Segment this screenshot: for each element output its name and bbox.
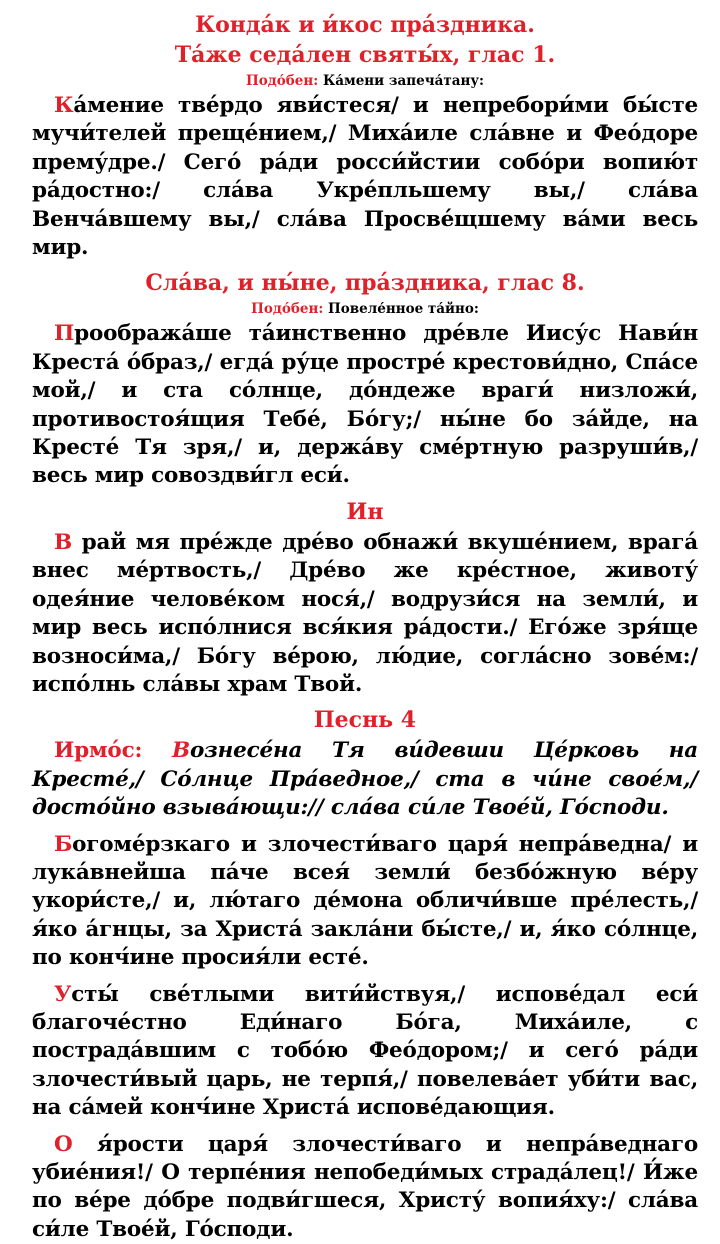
- irmos-text: ознесе́на Тя ви́девши Це́рковь на Кресте́,/ Со́лнце Пра́ведное,/ ста в чи́не свое́м,/ досто́йно взыва́ющи:// сла́ва си́ле Твое́й, Го́споди.: [32, 738, 698, 821]
- verse-text: а́мение тве́рдо яви́стеся/ и непребори́ми бы́сте мучи́телей преще́нием,/ Миха́иле сла́вне и Фео́доре прему́дре./ Сего́ ра́ди росси́йстии собо́ри вопию́т ра́достно:/ сла́ва Укре́пльшему вы,/ сла́ва Венча́вшему вы,/ сла́ва Просве́щшему ва́ми весь мир.: [32, 93, 698, 261]
- heading-slava: Сла́ва, и ны́не, пра́здника, глас 8.: [145, 270, 585, 297]
- troparion-3: [32, 1131, 698, 1244]
- verse-initial: Б: [54, 831, 73, 857]
- irmos-initial: В: [172, 738, 190, 764]
- podoben-1: [32, 72, 698, 90]
- verse-text: рай мя пре́жде дре́во обнажи́ вкуше́нием, врага́ внес ме́ртвость,/ Дре́во же кре́стное, животу́ одея́ние челове́ком нося́,/ водрузи́ся на земли́, и мир весь испо́лнися вся́кия ра́дости./ Его́же зря́ще возноси́ма,/ Бо́гу ве́рою, лю́дие, согла́сно зове́м:/ испо́лнь сла́вы храм Твой.: [32, 529, 698, 697]
- verse-in: [32, 529, 698, 699]
- heading-kondak-ikos: Конда́к и и́кос пра́здника.: [195, 12, 535, 38]
- irmos-label: Ирмо́с:: [54, 738, 143, 764]
- verse-text: огоме́рзкаго и злочести́ваго царя́ непра́ведна/ и лука́внейша па́че всея́ земли́ безбо́жную ве́ру укори́сте,/ и, лю́таго де́мона обличи́вше пре́лесть,/ я́ко а́гнцы, за Христа́ закла́ни бы́сте,/ и, я́ко со́лнце, по конч́ине просия́ли есте́.: [32, 831, 698, 971]
- heading-pesn-4: Песнь 4: [313, 707, 417, 734]
- podoben-label: Подо́бен:: [251, 301, 324, 318]
- verse-initial: У: [54, 981, 72, 1007]
- podoben-2: [32, 300, 698, 318]
- podoben-text: Повеле́нное та́йно:: [328, 301, 479, 318]
- verse-text: сты́ све́тлыми вити́йствуя,/ испове́дал еси́ благоче́стно Еди́наго Бо́га, Миха́иле, с пострада́вшим с тобо́ю Фео́дором;/ и сего́ ра́ди злочести́вый царь, не терпя́,/ повелева́ет уби́ти вас, на са́мей конч́ине Христа́ испове́дающия.: [32, 981, 698, 1121]
- verse-slava: [32, 320, 698, 490]
- verse-initial: П: [54, 321, 75, 347]
- verse-initial: О: [54, 1131, 73, 1157]
- troparion-1: [32, 831, 698, 973]
- heading-in: Ин: [346, 498, 384, 525]
- verse-sedalen: [32, 92, 698, 262]
- podoben-label: Подо́бен:: [246, 73, 319, 89]
- heading-sedalen: Та́же седа́лен святы́х, глас 1.: [174, 42, 556, 68]
- verse-text: я́рости царя́ злочести́ваго и непра́веднаго убие́ния!/ О терпе́ния непобеди́мых страда́лец!/ И́же по ве́ре до́бре подви́гшеся, Христу́ вопия́ху:/ сла́ва си́ле Твое́й, Го́споди.: [32, 1131, 698, 1242]
- verse-irmos: [32, 737, 698, 822]
- podoben-text: Ка́мени запеча́тану:: [322, 73, 484, 89]
- troparion-2: [32, 981, 698, 1123]
- verse-text: рообража́ше та́инственно дре́вле Иису́с Нави́н Креста́ о́браз,/ егда́ ру́це простре́ крестови́дно, Спа́се мой,/ и ста со́лнце, до́ндеже враги́ низложи́, противостоя́щия Тебе́, Бо́гу;/ ны́не бо за́йде, на Кресте́ Тя зря,/ и, держа́ву сме́ртную разруши́в,/ весь мир совоздви́гл еси́.: [32, 321, 698, 489]
- verse-initial: К: [54, 93, 74, 118]
- verse-initial: В: [54, 529, 72, 555]
